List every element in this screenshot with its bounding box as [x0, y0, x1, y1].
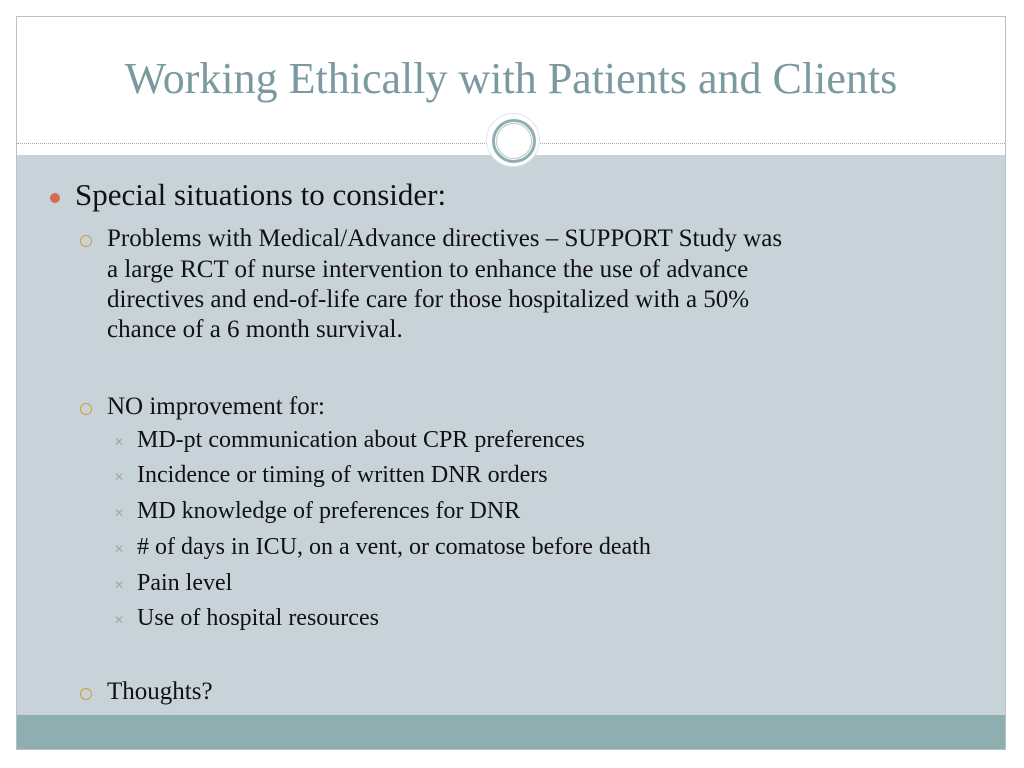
sub-item: # of days in ICU, on a vent, or comatose before death: [137, 534, 651, 560]
x-mark-icon: ✕: [114, 542, 125, 556]
x-mark-icon: ✕: [114, 435, 125, 449]
para3-text: Thoughts?: [107, 678, 213, 705]
sub-item: MD knowledge of preferences for DNR: [137, 498, 521, 524]
para1-line-3: directives and end-of-life care for those hospitalized with a 50%: [107, 286, 750, 313]
x-mark-icon: ✕: [114, 506, 125, 520]
slide-frame: [16, 16, 1006, 750]
hollow-circle-icon: [80, 235, 92, 247]
footer-band: [17, 715, 1005, 749]
sub-item: Pain level: [137, 570, 233, 596]
filled-circle-icon: [50, 193, 60, 203]
para1-line-4: chance of a 6 month survival.: [107, 316, 403, 343]
sub-item: Incidence or timing of written DNR orders: [137, 462, 548, 488]
heading-text: Special situations to consider:: [75, 177, 447, 212]
para1-line-1: Problems with Medical/Advance directives – SUPPORT Study was: [107, 225, 783, 252]
x-mark-icon: ✕: [114, 578, 125, 592]
x-mark-icon: ✕: [114, 470, 125, 484]
sub-item: MD-pt communication about CPR preferences: [137, 427, 585, 453]
sub-item: Use of hospital resources: [137, 605, 379, 631]
ring-inner: [496, 123, 532, 159]
x-mark-icon: ✕: [114, 613, 125, 627]
hollow-circle-icon: [80, 403, 92, 415]
hollow-circle-icon: [80, 688, 92, 700]
para1-line-2: a large RCT of nurse intervention to enhance the use of advance: [107, 256, 749, 283]
slide-title: Working Ethically with Patients and Clients: [124, 54, 898, 103]
para2-text: NO improvement for:: [107, 393, 326, 420]
ring-icon: [486, 113, 540, 167]
